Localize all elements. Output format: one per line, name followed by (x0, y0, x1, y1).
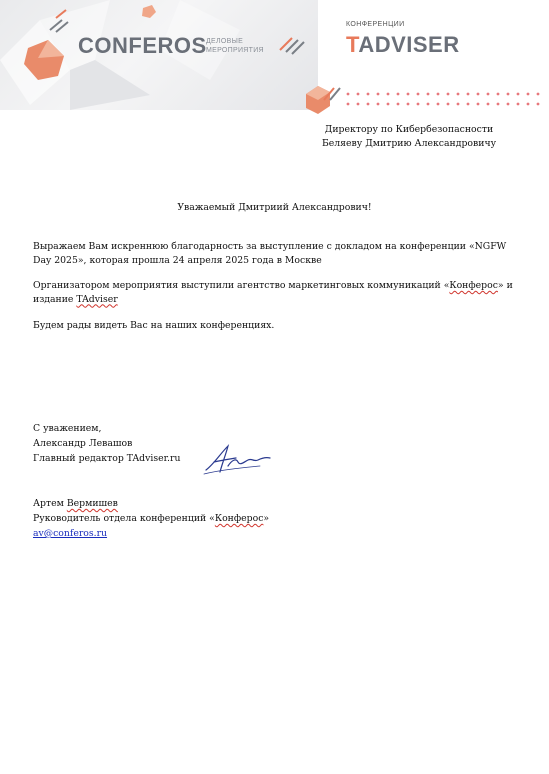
conferos-logo: CONFEROS (78, 33, 207, 58)
signatory-block-2 (33, 496, 269, 541)
paragraph-organizers: Организатором мероприятия выступили агентство маркетинговых коммуникаций «Конферос» и издание TAdviser (33, 280, 513, 305)
signatory-1-name: Александр Левашов (33, 438, 133, 449)
salutation: Уважаемый Дмитриий Александрович! (177, 202, 372, 213)
paragraph-gratitude: Выражаем Вам искреннюю благодарность за выступление с докладом на конференции «NGFW Day 2025», которая прошла 24 апреля 2025 года в Москве (33, 241, 507, 266)
tadviser-logo: TADVISER (346, 32, 460, 57)
signatory-1-title: Главный редактор TAdviser.ru (33, 453, 181, 464)
signatory-2-title: Руководитель отдела конференций «Конферос» (33, 513, 270, 524)
paragraph-invitation: Будем рады видеть Вас на наших конференциях. (33, 320, 275, 331)
conferos-logo-subtitle: ДЕЛОВЫЕ МЕРОПРИЯТИЯ (206, 38, 264, 54)
addressee-block (299, 123, 519, 150)
regards-text: С уважением, (33, 423, 102, 434)
signatory-2-name: Артем Вермишев (33, 498, 118, 509)
handwritten-signature-icon (200, 440, 275, 478)
cube-dots-decoration-icon (300, 80, 549, 116)
addressee-position: Директору по Кибербезопасности (324, 124, 494, 135)
letterhead-banner (0, 0, 549, 110)
email-link[interactable]: av@conferos.ru (33, 528, 108, 539)
addressee-name: Беляеву Дмитрию Александровичу (321, 137, 497, 149)
signatory-block-1 (33, 421, 180, 466)
tadviser-conferences-label: КОНФЕРЕНЦИИ (346, 21, 405, 28)
